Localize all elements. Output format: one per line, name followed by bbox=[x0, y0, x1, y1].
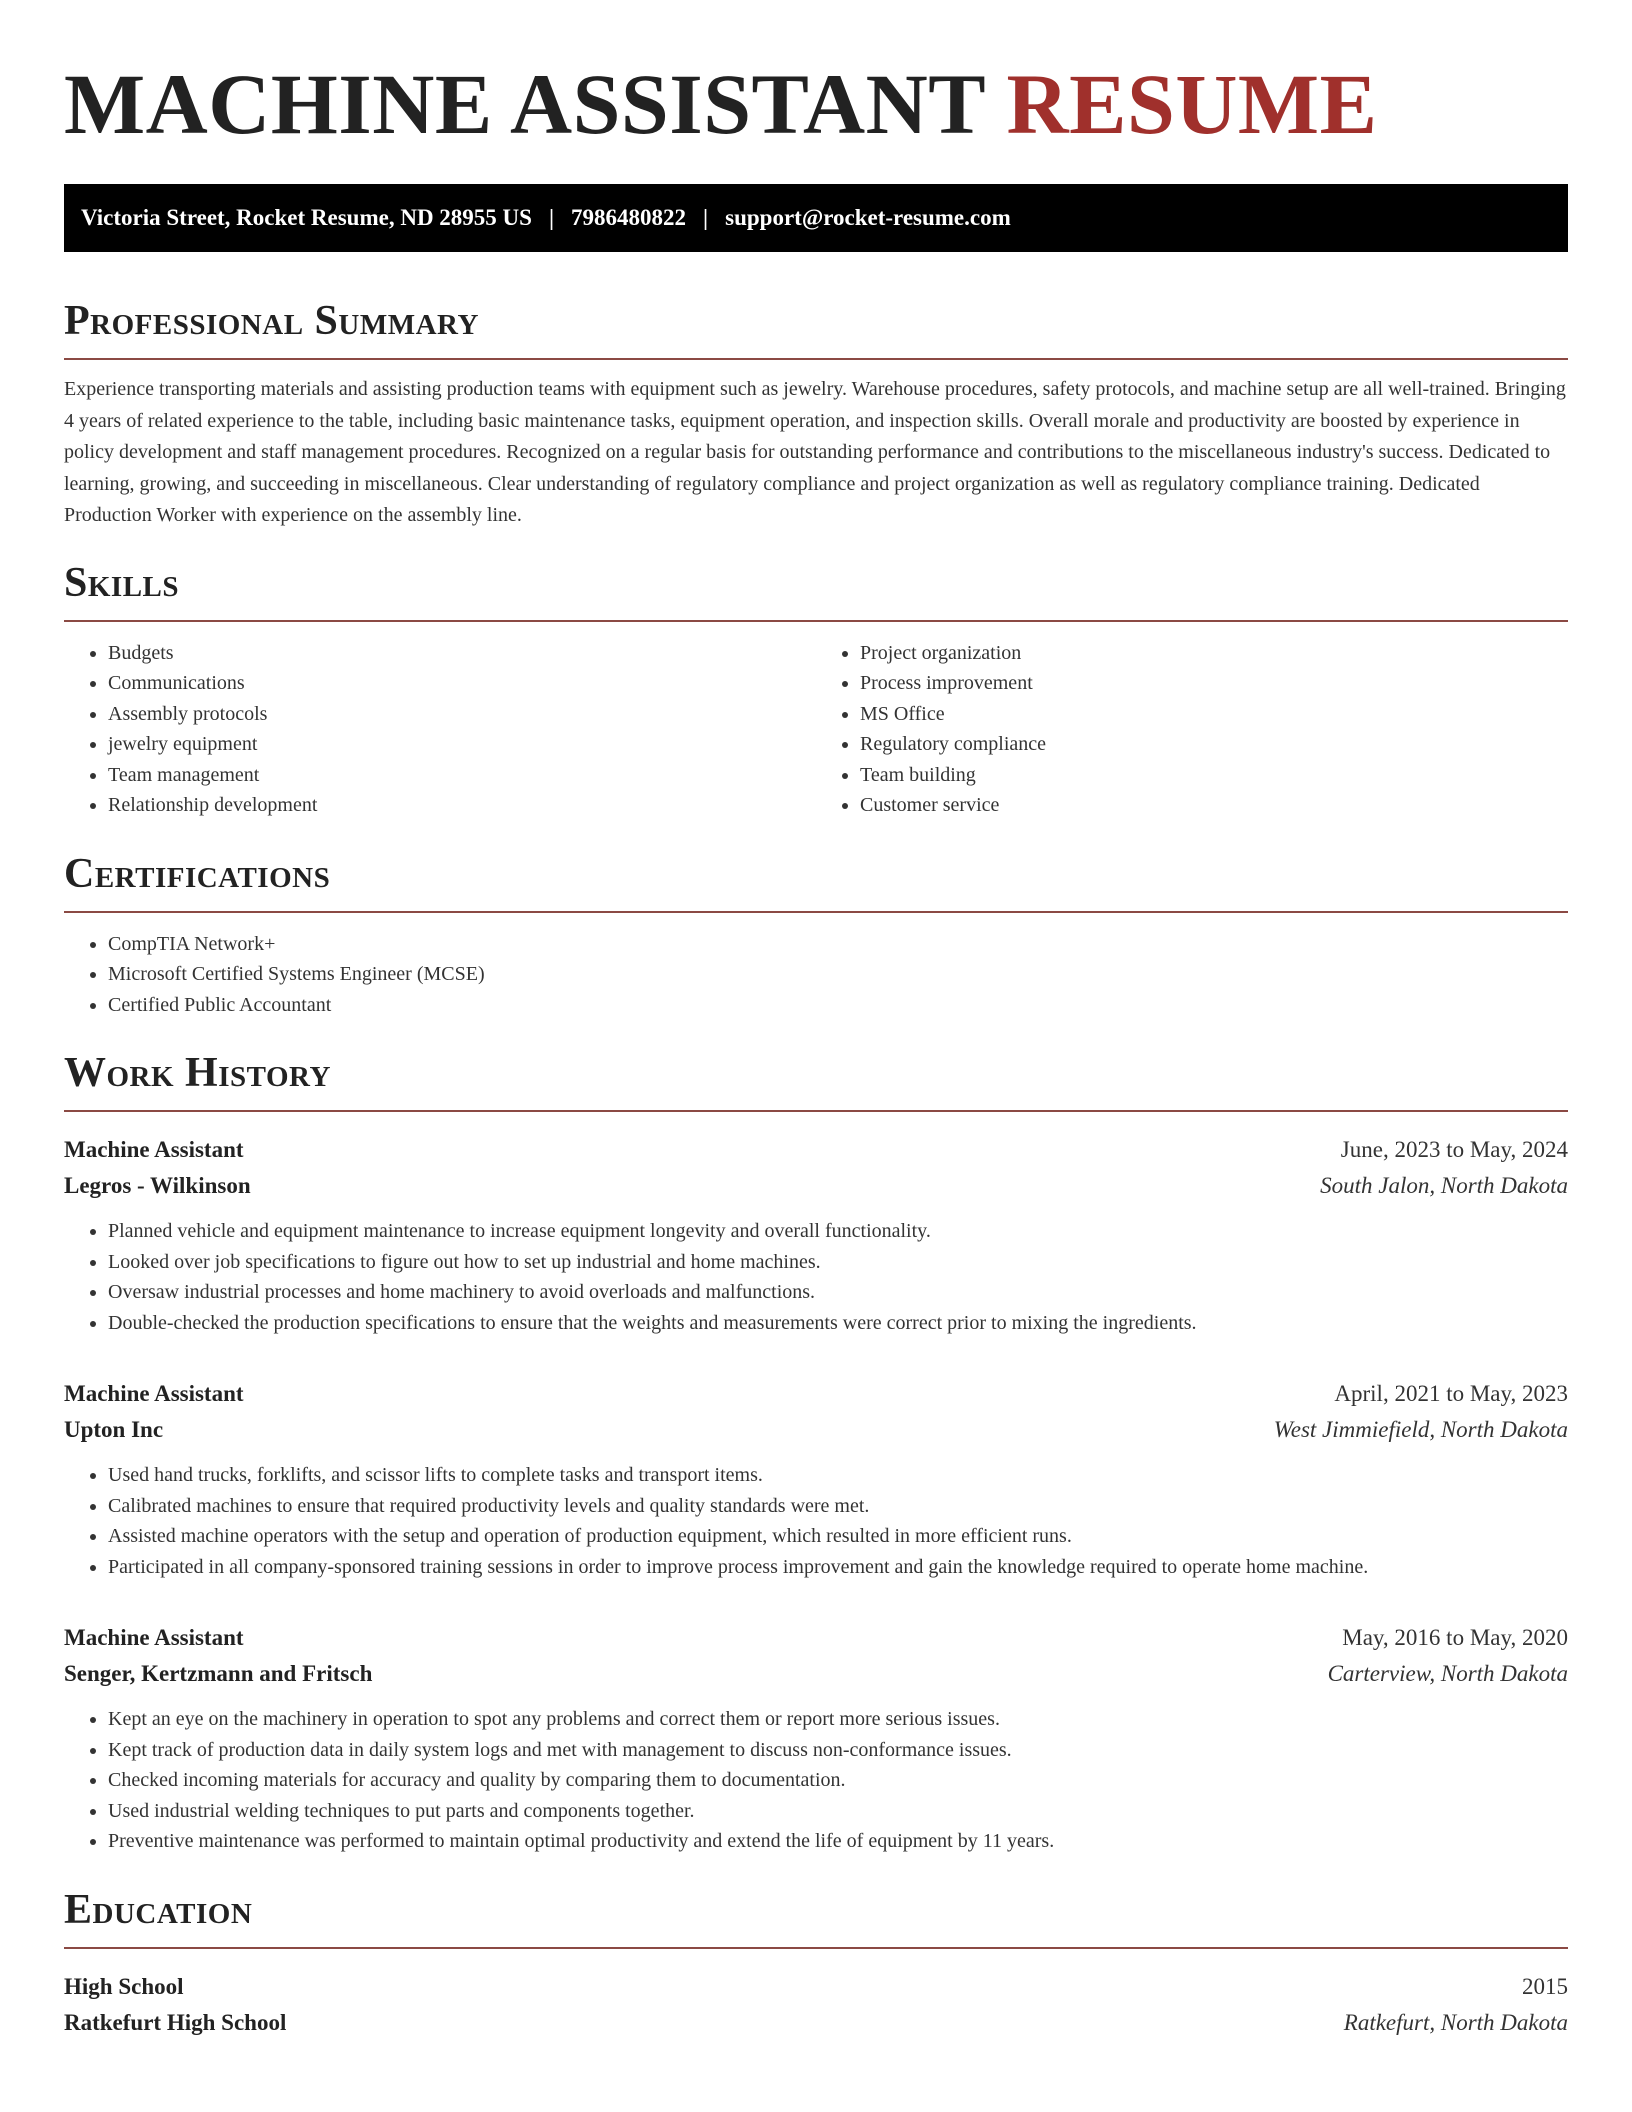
job-location: South Jalon, North Dakota bbox=[1320, 1173, 1568, 1198]
job-duty: • Kept track of production data in daily system logs and met with management to discuss non-conformance issues. bbox=[108, 1735, 1568, 1766]
skills-list-right bbox=[816, 638, 1568, 821]
work-history-heading: Work History bbox=[64, 1048, 1568, 1112]
job-duty: • Preventive maintenance was performed to maintain optimal productivity and extend the life of equipment by 11 years. bbox=[108, 1826, 1568, 1857]
education-year: 2015 bbox=[1522, 1973, 1568, 1999]
education-school: Ratkefurt High School bbox=[64, 2009, 287, 2035]
skills-column-right bbox=[816, 638, 1568, 821]
skill-item: • Assembly protocols bbox=[108, 699, 816, 730]
contact-separator: | bbox=[548, 205, 555, 230]
skill-item: • MS Office bbox=[860, 699, 1568, 730]
job-duty: • Looked over job specifications to figure out how to set up industrial and home machines. bbox=[108, 1247, 1568, 1278]
job-duty: • Oversaw industrial processes and home machinery to avoid overloads and malfunctions. bbox=[108, 1277, 1568, 1308]
job-company-row bbox=[64, 1168, 1568, 1204]
job-duty: • Participated in all company-sponsored training sessions in order to improve process improvement and gain the knowledge required to operate home machine. bbox=[108, 1552, 1568, 1583]
skill-item: • jewelry equipment bbox=[108, 729, 816, 760]
education-location: Ratkefurt, North Dakota bbox=[1343, 2009, 1568, 2035]
job-company: Upton Inc bbox=[64, 1417, 164, 1442]
certification-item: • CompTIA Network+ bbox=[108, 929, 1568, 960]
certification-item: • Microsoft Certified Systems Engineer (MCSE) bbox=[108, 959, 1568, 990]
education-header-row bbox=[64, 1969, 1568, 2005]
job-location: West Jimmiefield, North Dakota bbox=[1273, 1417, 1568, 1442]
certifications-list bbox=[64, 929, 1568, 1021]
job-dates: May, 2016 to May, 2020 bbox=[1342, 1625, 1568, 1650]
contact-email: support@rocket-resume.com bbox=[725, 205, 1011, 230]
certifications-section bbox=[64, 849, 1568, 1021]
skill-item: • Communications bbox=[108, 668, 816, 699]
skill-item: • Regulatory compliance bbox=[860, 729, 1568, 760]
job-entry bbox=[64, 1620, 1568, 1857]
job-title: Machine Assistant bbox=[64, 1137, 244, 1162]
job-header-row bbox=[64, 1132, 1568, 1168]
resume-title bbox=[64, 0, 1568, 152]
job-company: Senger, Kertzmann and Fritsch bbox=[64, 1661, 373, 1686]
job-duty: • Used hand trucks, forklifts, and scissor lifts to complete tasks and transport items. bbox=[108, 1460, 1568, 1491]
skills-section bbox=[64, 558, 1568, 821]
job-entry bbox=[64, 1132, 1568, 1338]
contact-bar bbox=[64, 184, 1568, 252]
job-dates: June, 2023 to May, 2024 bbox=[1340, 1137, 1568, 1162]
job-header-row bbox=[64, 1620, 1568, 1656]
skills-heading: Skills bbox=[64, 558, 1568, 622]
job-duty: • Calibrated machines to ensure that required productivity levels and quality standards were met. bbox=[108, 1491, 1568, 1522]
job-title: Machine Assistant bbox=[64, 1625, 244, 1650]
skill-item: • Team building bbox=[860, 760, 1568, 791]
skills-columns bbox=[64, 638, 1568, 821]
contact-address: Victoria Street, Rocket Resume, ND 28955 US bbox=[81, 205, 532, 230]
summary-heading: Professional Summary bbox=[64, 296, 1568, 360]
job-company-row bbox=[64, 1656, 1568, 1692]
education-section bbox=[64, 1885, 1568, 2041]
skill-item: • Customer service bbox=[860, 790, 1568, 821]
education-degree: High School bbox=[64, 1973, 184, 1999]
job-company: Legros - Wilkinson bbox=[64, 1173, 251, 1198]
job-duties-list bbox=[64, 1216, 1568, 1338]
job-duty: • Assisted machine operators with the setup and operation of production equipment, which resulted in more efficient runs. bbox=[108, 1521, 1568, 1552]
job-title: Machine Assistant bbox=[64, 1381, 244, 1406]
job-duty: • Double-checked the production specifications to ensure that the weights and measurements were correct prior to mixing the ingredients. bbox=[108, 1308, 1568, 1339]
skills-column-left bbox=[64, 638, 816, 821]
education-heading: Education bbox=[64, 1885, 1568, 1949]
title-accent: RESUME bbox=[1006, 56, 1378, 152]
job-duty: • Checked incoming materials for accuracy and quality by comparing them to documentation. bbox=[108, 1765, 1568, 1796]
job-header-row bbox=[64, 1376, 1568, 1412]
skill-item: • Team management bbox=[108, 760, 816, 791]
skill-item: • Relationship development bbox=[108, 790, 816, 821]
job-entry bbox=[64, 1376, 1568, 1582]
education-entry bbox=[64, 1969, 1568, 2041]
summary-text: Experience transporting materials and assisting production teams with equipment such as jewelry. Warehouse procedures, safety protocols, and machine setup are all well-trained. Bringing 4 years of related experience to the table, including basic maintenance tasks, equipment operation, and inspection skills. Overall morale and productivity are boosted by experience in policy development and staff management procedures. Recognized on a regular basis for outstanding performance and contributions to the miscellaneous industry's success. Dedicated to learning, growing, and succeeding in miscellaneous. Clear understanding of regulatory compliance and project organization as well as regulatory compliance training. Dedicated Production Worker with experience on the assembly line. bbox=[64, 378, 1566, 526]
job-location: Carterview, North Dakota bbox=[1327, 1661, 1568, 1686]
job-duty: • Kept an eye on the machinery in operation to spot any problems and correct them or report more serious issues. bbox=[108, 1704, 1568, 1735]
education-school-row bbox=[64, 2005, 1568, 2041]
summary-section bbox=[64, 296, 1568, 532]
skill-item: • Project organization bbox=[860, 638, 1568, 669]
job-company-row bbox=[64, 1412, 1568, 1448]
certifications-heading: Certifications bbox=[64, 849, 1568, 913]
job-dates: April, 2021 to May, 2023 bbox=[1334, 1381, 1568, 1406]
contact-separator: | bbox=[703, 205, 709, 230]
job-duty: • Used industrial welding techniques to put parts and components together. bbox=[108, 1796, 1568, 1827]
skill-item: • Budgets bbox=[108, 638, 816, 669]
title-main: MACHINE ASSISTANT bbox=[64, 56, 985, 152]
job-duties-list bbox=[64, 1704, 1568, 1857]
job-duties-list bbox=[64, 1460, 1568, 1582]
contact-phone: 7986480822 bbox=[571, 205, 687, 230]
job-duty: • Planned vehicle and equipment maintenance to increase equipment longevity and overall functionality. bbox=[108, 1216, 1568, 1247]
work-history-section bbox=[64, 1048, 1568, 1857]
certification-item: • Certified Public Accountant bbox=[108, 990, 1568, 1021]
skill-item: • Process improvement bbox=[860, 668, 1568, 699]
skills-list-left bbox=[64, 638, 816, 821]
